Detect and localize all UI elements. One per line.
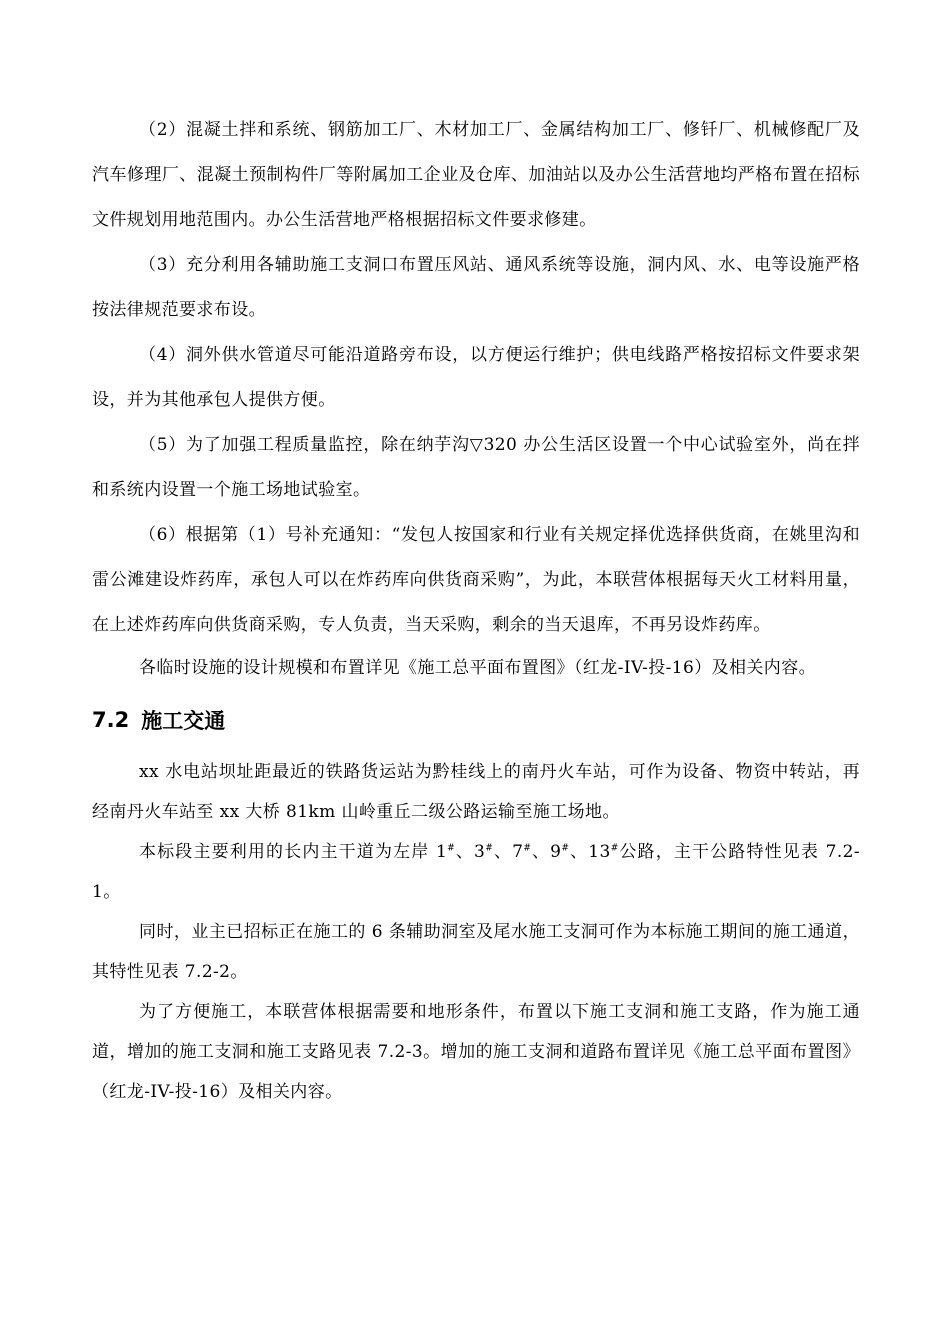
section-title: 施工交通 — [141, 709, 226, 733]
paragraph-added-tunnels: 为了方便施工，本联营体根据需要和地形条件，布置以下施工支洞和施工支路，作为施工通道，增加的施工支洞和施工支路见表 7.2-3。增加的施工支洞和道路布置详见《施工总平面布置图》（红龙-IV-投-16）及相关内容。 — [92, 1002, 860, 1102]
paragraph-item-4: （4）洞外供水管道尽可能沿道路旁布设，以方便运行维护；供电线路严格按招标文件要求架设，并为其他承包人提供方便。 — [92, 345, 860, 410]
section-heading — [92, 688, 860, 752]
paragraph-item-6: （6）根据第（1）号补充通知：“发包人按国家和行业有关规定择优选择供货商，在姚里沟和雷公滩建设炸药库，承包人可以在炸药库向供货商采购”，为此，本联营体根据每天火工材料用量，在上述炸药库向供货商采购，专人负责，当天采购，剩余的当天退库，不再另设炸药库。 — [92, 525, 860, 635]
paragraph-facility-summary: 各临时设施的设计规模和布置详见《施工总平面布置图》（红龙-IV-投-16）及相关内容。 — [139, 658, 816, 678]
road-mark-3: # — [485, 843, 494, 854]
paragraph-item-3: （3）充分利用各辅助施工支洞口布置压风站、通风系统等设施，洞内风、水、电等设施严格按法律规范要求布设。 — [92, 255, 860, 320]
document-page — [92, 108, 860, 1112]
main-roads-outro: 公路，主干公路特性见表 7.2-1。 — [92, 842, 860, 902]
main-roads-road-3: 、3 — [455, 842, 486, 862]
paragraph-item-2: （2）混凝土拌和系统、钢筋加工厂、木材加工厂、金属结构加工厂、修钎厂、机械修配厂及汽车修理厂、混凝土预制构件厂等附属加工企业及仓库、加油站以及办公生活营地均严格布置在招标文件规划用地范围内。办公生活营地严格根据招标文件要求修建。 — [92, 120, 860, 230]
paragraph-main-roads — [92, 832, 860, 912]
road-mark-13: # — [610, 843, 619, 854]
main-roads-road-13: 、13 — [569, 842, 611, 862]
road-mark-7: # — [523, 843, 532, 854]
main-roads-road-9: 、9 — [531, 842, 562, 862]
road-mark-9: # — [561, 843, 570, 854]
paragraph-railway-access: xx 水电站坝址距最近的铁路货运站为黔桂线上的南丹火车站，可作为设备、物资中转站，再经南丹火车站至 xx 大桥 81km 山岭重丘二级公路运输至施工场地。 — [92, 762, 860, 822]
section-number: 7.2 — [92, 708, 130, 732]
main-roads-road-7: 、7 — [493, 842, 524, 862]
paragraph-item-5: （5）为了加强工程质量监控，除在纳芋沟▽320 办公生活区设置一个中心试验室外，尚在拌和系统内设置一个施工场地试验室。 — [92, 435, 860, 500]
road-mark-1: # — [447, 843, 456, 854]
paragraph-auxiliary-tunnels: 同时，业主已招标正在施工的 6 条辅助洞室及尾水施工支洞可作为本标施工期间的施工通道，其特性见表 7.2-2。 — [92, 922, 860, 982]
main-roads-intro: 本标段主要利用的长内主干道为左岸 1 — [139, 842, 448, 862]
